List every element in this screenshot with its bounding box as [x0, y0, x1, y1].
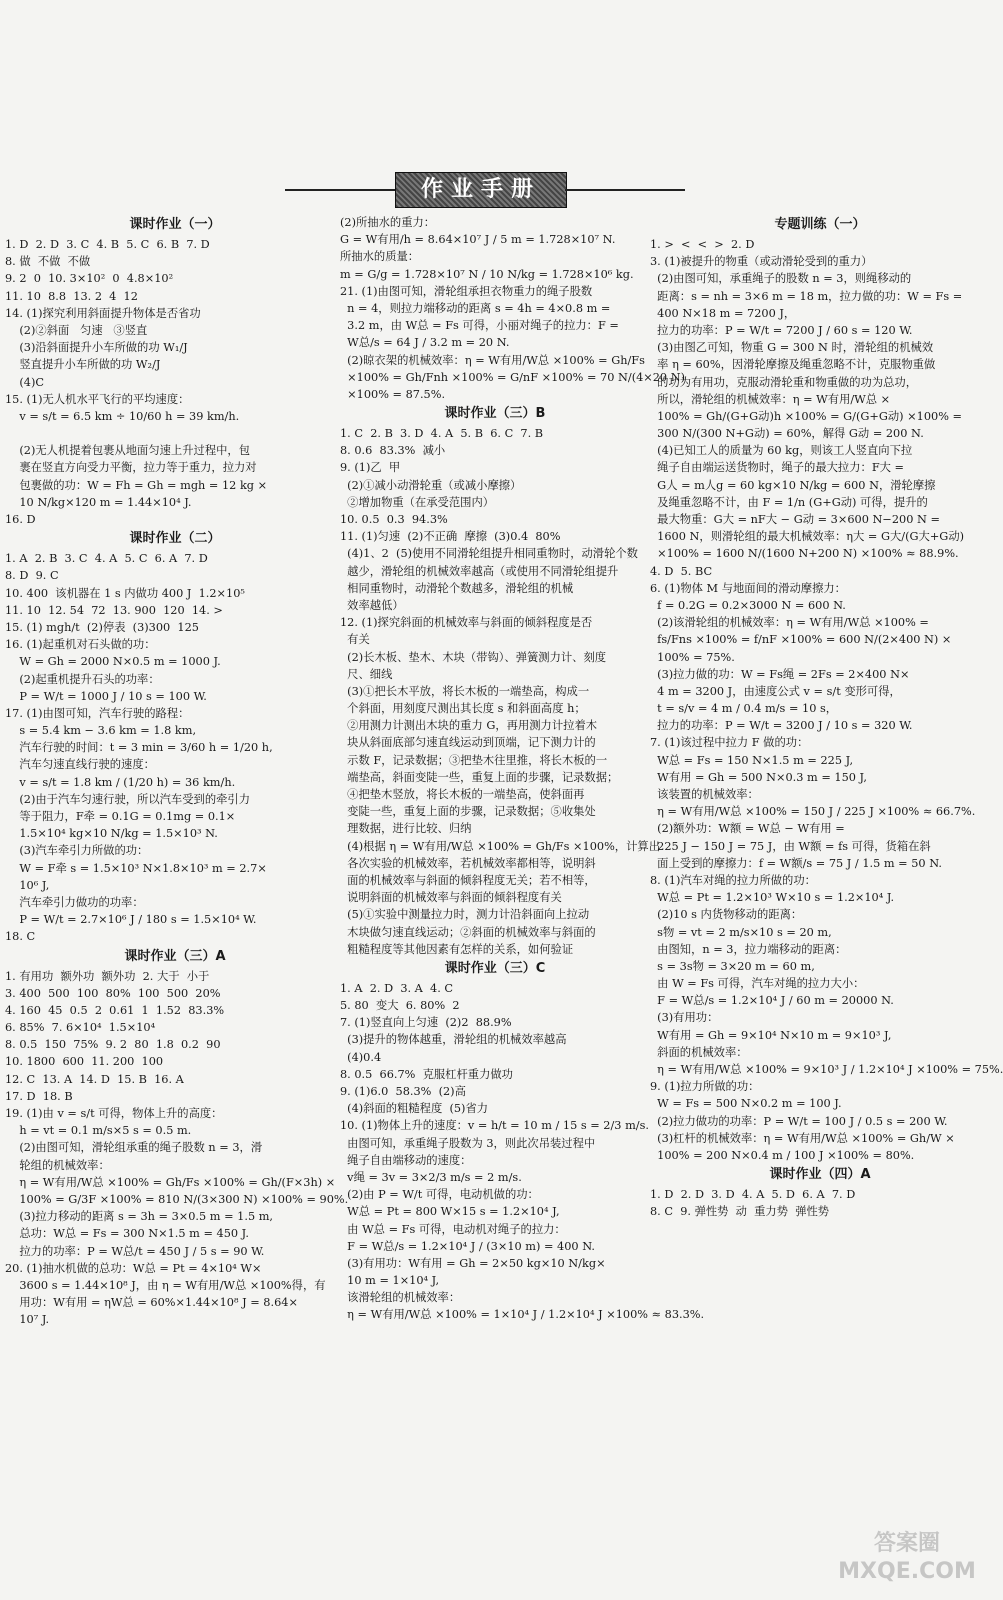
answer-line: 10 m = 1×10⁴ J,: [340, 1274, 440, 1288]
answer-line: 6. (1)物体 M 与地面间的滑动摩擦力：: [650, 581, 846, 595]
answer-line: 11. 10 8.8 13. 2 4 12: [5, 289, 138, 303]
answer-line: 变陡一些，重复上面的步骤，记录数据；⑤收集处: [340, 805, 596, 819]
answer-line: 粗糙程度等其他因素有怎样的关系，如何验证: [340, 942, 574, 956]
answer-line: 1600 N，则滑轮组的最大机械效率：η大 = G大/(G大+G动): [650, 530, 965, 544]
answer-line: (3)提升的物体越重，滑轮组的机械效率越高: [340, 1033, 567, 1047]
section-heading: 课时作业（四）A: [769, 1167, 871, 1183]
answer-line: 300 N/(300 N+G动) = 60%，解得 G动 = 200 N.: [650, 427, 924, 441]
answer-line: 的功为有用功，克服动滑轮重和物重做的功为总功，: [650, 375, 918, 389]
section-heading: 课时作业（三）C: [444, 960, 546, 976]
answer-line: 面上受到的摩擦力：f = W额/s = 75 J / 1.5 m = 50 N.: [650, 856, 942, 870]
answer-line: 10⁶ J,: [5, 878, 50, 892]
answer-line: (2)由图可知，滑轮组承重的绳子股数 n = 3，滑: [5, 1141, 263, 1155]
answer-line: 6. 85% 7. 6×10⁴ 1.5×10⁴: [5, 1021, 156, 1035]
answer-line: f = 0.2G = 0.2×3000 N = 600 N.: [650, 598, 846, 612]
answer-line: 包裹做的功：W = Fh = Gh = mgh = 12 kg ×: [5, 478, 268, 492]
answer-line: s物 = vt = 2 m/s×10 s = 20 m,: [650, 925, 832, 939]
answer-line: 1. 有用功 额外功 额外功 2. 大于 小于: [5, 969, 210, 983]
answer-line: 该滑轮组的机械效率：: [340, 1291, 461, 1305]
answer-line: 块从斜面底部匀速直线运动到顶端，记下测力计的: [340, 736, 596, 750]
answer-line: (2)所抽水的重力：: [340, 216, 436, 229]
answer-line: 拉力的功率：P = W/t = 7200 J / 60 s = 120 W.: [650, 323, 913, 337]
answer-line: (2)长木板、垫木、木块（带钩）、弹簧测力计、刻度: [340, 650, 607, 664]
answer-line: 相同重物时，动滑轮个数越多，滑轮组的机械: [340, 581, 574, 595]
answer-line: (5)①实验中测量拉力时，测力计沿斜面向上拉动: [340, 908, 590, 922]
answer-line: 7. (1)竖直向上匀速 (2)2 88.9%: [340, 1016, 512, 1030]
answer-line: ②用测力计测出木块的重力 G，再用测力计拉着木: [340, 719, 598, 733]
answer-line: n = 4，则拉力端移动的距离 s = 4h = 4×0.8 m =: [340, 301, 611, 315]
answer-line: 21. (1)由图可知，滑轮组承担衣物重力的绳子股数: [340, 284, 593, 298]
answer-line: 8. 0.5 150 75% 9. 2 80 1.8 0.2 90: [5, 1038, 221, 1052]
answer-line: (4)斜面的粗糙程度 (5)省力: [340, 1102, 489, 1116]
section-heading: 课时作业（三）A: [124, 948, 226, 964]
answer-line: s = 3s物 = 3×20 m = 60 m,: [650, 959, 815, 973]
answer-line: 8. C 9. 弹性势 动 重力势 弹性势: [650, 1205, 830, 1219]
answer-line: (3)沿斜面提升小车所做的功 W₁/J: [5, 341, 188, 355]
answer-line: 拉力的功率：P = W总/t = 450 J / 5 s = 90 W.: [5, 1244, 265, 1258]
answer-line: W总/s = 64 J / 3.2 m = 20 N.: [340, 336, 510, 350]
answer-line: 3.2 m，由 W总 = Fs 可得，小丽对绳子的拉力：F =: [340, 319, 619, 333]
answer-column-1: [5, 214, 349, 1328]
answer-line: [5, 425, 345, 442]
answer-line: 裹在竖直方向受力平衡，拉力等于重力，拉力对: [5, 461, 257, 475]
answer-line: 7. (1)该过程中拉力 F 做的功：: [650, 736, 809, 750]
answer-line: 理数据，进行比较、归纳: [340, 822, 472, 836]
answer-line: 尺、细线: [340, 667, 393, 681]
answer-line: t = s/v = 4 m / 0.4 m/s = 10 s，: [650, 702, 838, 716]
answer-line: 绳子自由端移动的速度：: [340, 1153, 472, 1167]
answer-line: ×100% = 87.5%.: [340, 387, 446, 401]
answer-line: 16. D: [5, 513, 36, 526]
answer-line: 10. (1)物体上升的速度：v = h/t = 10 m / 15 s = 2/3 m/s.: [340, 1119, 649, 1133]
answer-line: 10. 0.5 0.3 94.3%: [340, 513, 448, 526]
answer-line: (2)由图可知，承重绳子的股数 n = 3，则绳移动的: [650, 272, 912, 286]
answer-line: 由 W总 = Fs 可得，电动机对绳子的拉力：: [340, 1222, 566, 1236]
answer-line: ×100% = Gh/Fnh ×100% = G/nF ×100% = 70 N/(4×20 N): [340, 370, 686, 384]
section-heading: 课时作业（一）: [129, 217, 221, 232]
answer-line: 10⁷ J.: [5, 1313, 50, 1327]
answer-line: 100% = 200 N×0.4 m / 100 J ×100% = 80%.: [650, 1148, 915, 1162]
answer-line: (2)起重机提升石头的功率：: [5, 672, 160, 686]
answer-line: η = W有用/W总 ×100% = Gh/Fs ×100% = Gh/(F×3h) ×: [5, 1175, 336, 1189]
answer-line: 17. D 18. B: [5, 1089, 73, 1103]
answer-line: 11. 10 12. 54 72 13. 900 120 14. >: [5, 603, 223, 617]
answer-line: 汽车行驶的时间：t = 3 min = 3/60 h = 1/20 h,: [5, 741, 273, 755]
answer-line: 4. D 5. BC: [650, 564, 713, 578]
answer-line: 10 N/kg×120 m = 1.44×10⁴ J.: [5, 495, 192, 509]
answer-line: 10. 1800 600 11. 200 100: [5, 1055, 164, 1069]
answer-line: 8. 做 不做 不做: [5, 255, 91, 269]
watermark-logo: [832, 1530, 982, 1590]
answer-line: P = W/t = 2.7×10⁶ J / 180 s = 1.5×10⁴ W.: [5, 913, 257, 927]
answer-line: 个斜面，用刻度尺测出其长度 s 和斜面高度 h；: [340, 702, 586, 716]
answer-line: 面的机械效率与斜面的倾斜程度无关；若不相等，: [340, 873, 596, 887]
answer-line: (2)额外功：W额 = W总 − W有用 =: [650, 822, 845, 836]
answer-line: h = vt = 0.1 m/s×5 s = 0.5 m.: [5, 1124, 192, 1138]
answer-line: (3)汽车牵引力所做的功：: [5, 844, 149, 858]
answer-line: (3)拉力做的功：W = Fs绳 = 2Fs = 2×400 N×: [650, 667, 910, 681]
answer-line: 11. (1)匀速 (2)不正确 摩擦 (3)0.4 80%: [340, 530, 561, 544]
answer-line: 9. (1)乙 甲: [340, 461, 401, 475]
answer-line: 说明斜面的机械效率与斜面的倾斜程度有关: [340, 891, 562, 905]
answer-line: 8. 0.6 83.3% 减小: [340, 444, 446, 458]
answer-line: 100% = G/3F ×100% = 810 N/(3×300 N) ×100% = 90%.: [5, 1192, 349, 1206]
answer-line: 总功：W总 = Fs = 300 N×1.5 m = 450 J.: [5, 1227, 249, 1241]
answer-line: 18. C: [5, 930, 36, 944]
answer-line: 4 m = 3200 J，由速度公式 v = s/t 变形可得，: [650, 684, 901, 698]
answer-line: (2)该滑轮组的机械效率：η = W有用/W总 ×100% =: [650, 616, 929, 630]
answer-line: (2)拉力做功的功率：P = W/t = 100 J / 0.5 s = 200 W.: [650, 1114, 948, 1128]
answer-line: (4)已知工人的质量为 60 kg，则该工人竖直向下拉: [650, 444, 913, 458]
answer-line: 1.5×10⁴ kg×10 N/kg = 1.5×10³ N.: [5, 827, 218, 841]
banner-rule-right: [565, 189, 685, 191]
answer-line: v绳 = 3v = 3×2/3 m/s = 2 m/s.: [340, 1170, 522, 1184]
answer-line: 及绳重忽略不计，由 F = 1/n (G+G动) 可得，提升的: [650, 495, 928, 509]
answer-line: 3. 400 500 100 80% 100 500 20%: [5, 986, 221, 1000]
banner: [285, 172, 685, 206]
answer-line: 4. 160 45 0.5 2 0.61 1 1.52 83.3%: [5, 1003, 225, 1017]
answer-line: 8. D 9. C: [5, 569, 59, 583]
answer-line: 8. 0.5 66.7% 克服杠杆重力做功: [340, 1067, 513, 1081]
answer-line: 等于阻力，F牵 = 0.1G = 0.1mg = 0.1×: [5, 810, 236, 823]
answer-line: 17. (1)由图可知，汽车行驶的路程：: [5, 706, 190, 720]
answer-line: 8. (1)汽车对绳的拉力所做的功：: [650, 873, 816, 887]
watermark-url: MXQE.COM: [838, 1559, 976, 1584]
answer-line: 用功：W有用 = ηW总 = 60%×1.44×10⁸ J = 8.64×: [5, 1296, 298, 1310]
answer-line: 19. (1)由 v = s/t 可得，物体上升的高度：: [5, 1107, 223, 1120]
answer-line: (4)根据 η = W有用/W总 ×100% = Gh/Fs ×100%，计算出: [340, 839, 660, 853]
answer-line: 由 W = Fs 可得，汽车对绳的拉力大小：: [650, 977, 865, 991]
answer-line: (3)杠杆的机械效率：η = W有用/W总 ×100% = Gh/W ×: [650, 1131, 955, 1145]
answer-line: W总 = Pt = 1.2×10³ W×10 s = 1.2×10⁴ J.: [650, 891, 895, 905]
answer-line: 3600 s = 1.44×10⁸ J，由 η = W有用/W总 ×100%得，有: [5, 1278, 326, 1292]
answer-line: (3)①把长木平放，将长木板的一端垫高，构成一: [340, 684, 590, 698]
answer-line: F = W总/s = 1.2×10⁴ J / (3×10 m) = 400 N.: [340, 1239, 595, 1253]
answer-line: P = W/t = 1000 J / 10 s = 100 W.: [5, 689, 207, 703]
answer-line: (4)1、2 (5)使用不同滑轮组提升相同重物时，动滑轮个数: [340, 547, 638, 561]
answer-line: G人 = m人g = 60 kg×10 N/kg = 600 N，滑轮摩擦: [650, 478, 936, 492]
answer-line: 效率越低）: [340, 598, 404, 612]
answer-line: 20. (1)抽水机做的总功：W总 = Pt = 4×10⁴ W×: [5, 1261, 262, 1275]
answer-line: (3)由图乙可知，物重 G = 300 N 时，滑轮组的机械效: [650, 341, 934, 355]
banner-rule-left: [285, 189, 395, 191]
answer-line: 竖直提升小车所做的功 W₂/J: [5, 358, 161, 372]
answer-line: 15. (1) mgh/t (2)停表 (3)300 125: [5, 620, 199, 634]
answer-line: 率 η = 60%，因滑轮摩擦及绳重忽略不计，克服物重做: [650, 358, 936, 372]
answer-line: W总 = Fs = 150 N×1.5 m = 225 J,: [650, 753, 854, 767]
answer-line: η = W有用/W总 ×100% = 150 J / 225 J ×100% ≈ 66.7%.: [650, 805, 976, 819]
answer-line: ②增加物重（在承受范围内）: [340, 495, 495, 509]
answer-column-3: [650, 214, 1003, 1221]
answer-line: W = F牵 s = 1.5×10³ N×1.8×10³ m = 2.7×: [5, 861, 267, 875]
answer-line: (3)有用功：W有用 = Gh = 2×50 kg×10 N/kg×: [340, 1256, 606, 1270]
answer-line: 越少，滑轮组的机械效率越高（或使用不同滑轮组提升: [340, 564, 619, 578]
section-heading: 专题训练（一）: [774, 217, 866, 232]
answer-line: 示数 F，记录数据；③把垫木往里推，将长木板的一: [340, 753, 608, 767]
answer-line: (4)C: [5, 375, 45, 389]
answer-line: 1. A 2. D 3. A 4. C: [340, 981, 454, 995]
answer-line: 12. (1)探究斜面的机械效率与斜面的倾斜程度是否: [340, 616, 593, 630]
answer-line: ④把垫木竖放，将长木板的一端垫高，使斜面再: [340, 788, 585, 801]
answer-line: (2)10 s 内货物移动的距离：: [650, 908, 803, 922]
answer-line: 有关: [340, 633, 370, 647]
answer-line: 斜面的机械效率：: [650, 1045, 748, 1059]
answer-line: v = s/t = 6.5 km ÷ 10/60 h = 39 km/h.: [5, 409, 240, 423]
answer-line: 拉力的功率：P = W/t = 3200 J / 10 s = 320 W.: [650, 719, 913, 733]
answer-line: 12. C 13. A 14. D 15. B 16. A: [5, 1072, 184, 1086]
answer-line: (2)无人机提着包裹从地面匀速上升过程中，包: [5, 444, 251, 458]
answer-line: F = W总/s = 1.2×10⁴ J / 60 m = 20000 N.: [650, 994, 894, 1008]
answer-line: 轮组的机械效率：: [5, 1158, 110, 1172]
answer-line: 各次实验的机械效率，若机械效率都相等，说明斜: [340, 856, 596, 870]
answer-line: 最大物重：G大 = nF大 − G动 = 3×600 N−200 N =: [650, 513, 940, 526]
answer-line: 225 J − 150 J = 75 J，由 W额 = fs 可得，货箱在斜: [650, 839, 931, 853]
answer-line: 15. (1)无人机水平飞行的平均速度：: [5, 392, 190, 406]
section-heading: 课时作业（三）B: [444, 406, 546, 422]
answer-line: 5. 80 变大 6. 80% 2: [340, 999, 460, 1013]
answer-line: W有用 = Gh = 9×10⁴ N×10 m = 9×10³ J,: [650, 1028, 892, 1042]
answer-line: 400 N×18 m = 7200 J，: [650, 306, 796, 320]
answer-line: 绳子自由端运送货物时，绳子的最大拉力：F大 =: [650, 461, 905, 475]
answer-line: η = W有用/W总 ×100% = 9×10³ J / 1.2×10⁴ J ×100% = 75%.: [650, 1063, 1003, 1076]
section-heading: 课时作业（二）: [129, 531, 221, 547]
answer-line: (3)有用功：: [650, 1011, 719, 1025]
answer-line: 100% = Gh/(G+G动)h ×100% = G/(G+G动) ×100% =: [650, 409, 962, 423]
answer-line: η = W有用/W总 ×100% = 1×10⁴ J / 1.2×10⁴ J ×100% ≈ 83.3%.: [340, 1308, 705, 1322]
answer-line: (2)②斜面 匀速 ③竖直: [5, 323, 148, 337]
watermark-text: 答案圈: [873, 1531, 940, 1556]
answer-line: 1. > < < > 2. D: [650, 238, 755, 251]
answer-line: 所以，滑轮组的机械效率：η = W有用/W总 ×: [650, 392, 891, 406]
answer-line: (2)由于汽车匀速行驶，所以汽车受到的牵引力: [5, 792, 251, 806]
answer-line: G = W有用/h = 8.64×10⁷ J / 5 m = 1.728×10⁷ N.: [340, 233, 616, 247]
answer-line: 1. D 2. D 3. D 4. A 5. D 6. A 7. D: [650, 1188, 856, 1202]
answer-line: fs/Fns ×100% = f/nF ×100% = 600 N/(2×400 N) ×: [650, 633, 952, 647]
answer-line: 距离：s = nh = 3×6 m = 18 m，拉力做的功：W = Fs =: [650, 289, 963, 303]
answer-line: 1. D 2. D 3. C 4. B 5. C 6. B 7. D: [5, 238, 210, 251]
answer-line: (4)0.4: [340, 1050, 382, 1064]
answer-line: 1. C 2. B 3. D 4. A 5. B 6. C 7. B: [340, 427, 544, 441]
answer-line: 木块做匀速直线运动；②斜面的机械效率与斜面的: [340, 925, 596, 939]
answer-line: 3. (1)被提升的物重（或动滑轮受到的重力）: [650, 255, 873, 269]
answer-line: 汽车匀速直线行驶的速度：: [5, 758, 155, 772]
answer-line: 汽车牵引力做功的功率：: [5, 895, 144, 909]
answer-line: W = Fs = 500 N×0.2 m = 100 J.: [650, 1097, 842, 1111]
answer-line: 10. 400 该机器在 1 s 内做功 400 J 1.2×10⁵: [5, 586, 245, 600]
answer-line: ×100% = 1600 N/(1600 N+200 N) ×100% ≈ 88.9%.: [650, 547, 959, 561]
answer-line: 9. 2 0 10. 3×10² 0 4.8×10²: [5, 272, 174, 286]
answer-line: v = s/t = 1.8 km / (1/20 h) = 36 km/h.: [5, 775, 236, 789]
answer-line: 1. A 2. B 3. C 4. A 5. C 6. A 7. D: [5, 552, 208, 566]
answer-line: 9. (1)6.0 58.3% (2)高: [340, 1085, 466, 1098]
banner-title: 作业手册: [395, 172, 567, 208]
answer-line: 所抽水的质量：: [340, 250, 420, 264]
answer-line: m = G/g = 1.728×10⁷ N / 10 N/kg = 1.728×10⁶ kg.: [340, 267, 634, 281]
answer-line: 9. (1)拉力所做的功：: [650, 1080, 760, 1094]
answer-line: W总 = Pt = 800 W×15 s = 1.2×10⁴ J,: [340, 1205, 560, 1219]
answer-line: (2)由 P = W/t 可得，电动机做的功：: [340, 1188, 539, 1202]
answer-line: 14. (1)探究利用斜面提升物体是否省功: [5, 306, 201, 320]
answer-line: W = Gh = 2000 N×0.5 m = 1000 J.: [5, 655, 221, 669]
answer-line: (2)①减小动滑轮重（或减小摩擦）: [340, 478, 522, 492]
answer-line: 该装置的机械效率：: [650, 788, 759, 801]
answer-line: 100% = 75%.: [650, 650, 735, 664]
answer-line: 端垫高，斜面变陡一些，重复上面的步骤，记录数据；: [340, 770, 619, 784]
answer-line: s = 5.4 km − 3.6 km = 1.8 km,: [5, 724, 197, 738]
answer-line: 由图知，n = 3，拉力端移动的距离：: [650, 942, 847, 956]
answer-line: (3)拉力移动的距离 s = 3h = 3×0.5 m = 1.5 m,: [5, 1210, 274, 1224]
answer-line: W有用 = Gh = 500 N×0.3 m = 150 J,: [650, 770, 868, 784]
answer-line: 16. (1)起重机对石头做的功：: [5, 638, 156, 652]
answer-line: (2)晾衣架的机械效率：η = W有用/W总 ×100% = Gh/Fs: [340, 353, 645, 367]
answer-line: 由图可知，承重绳子股数为 3，则此次吊装过程中: [340, 1136, 596, 1150]
